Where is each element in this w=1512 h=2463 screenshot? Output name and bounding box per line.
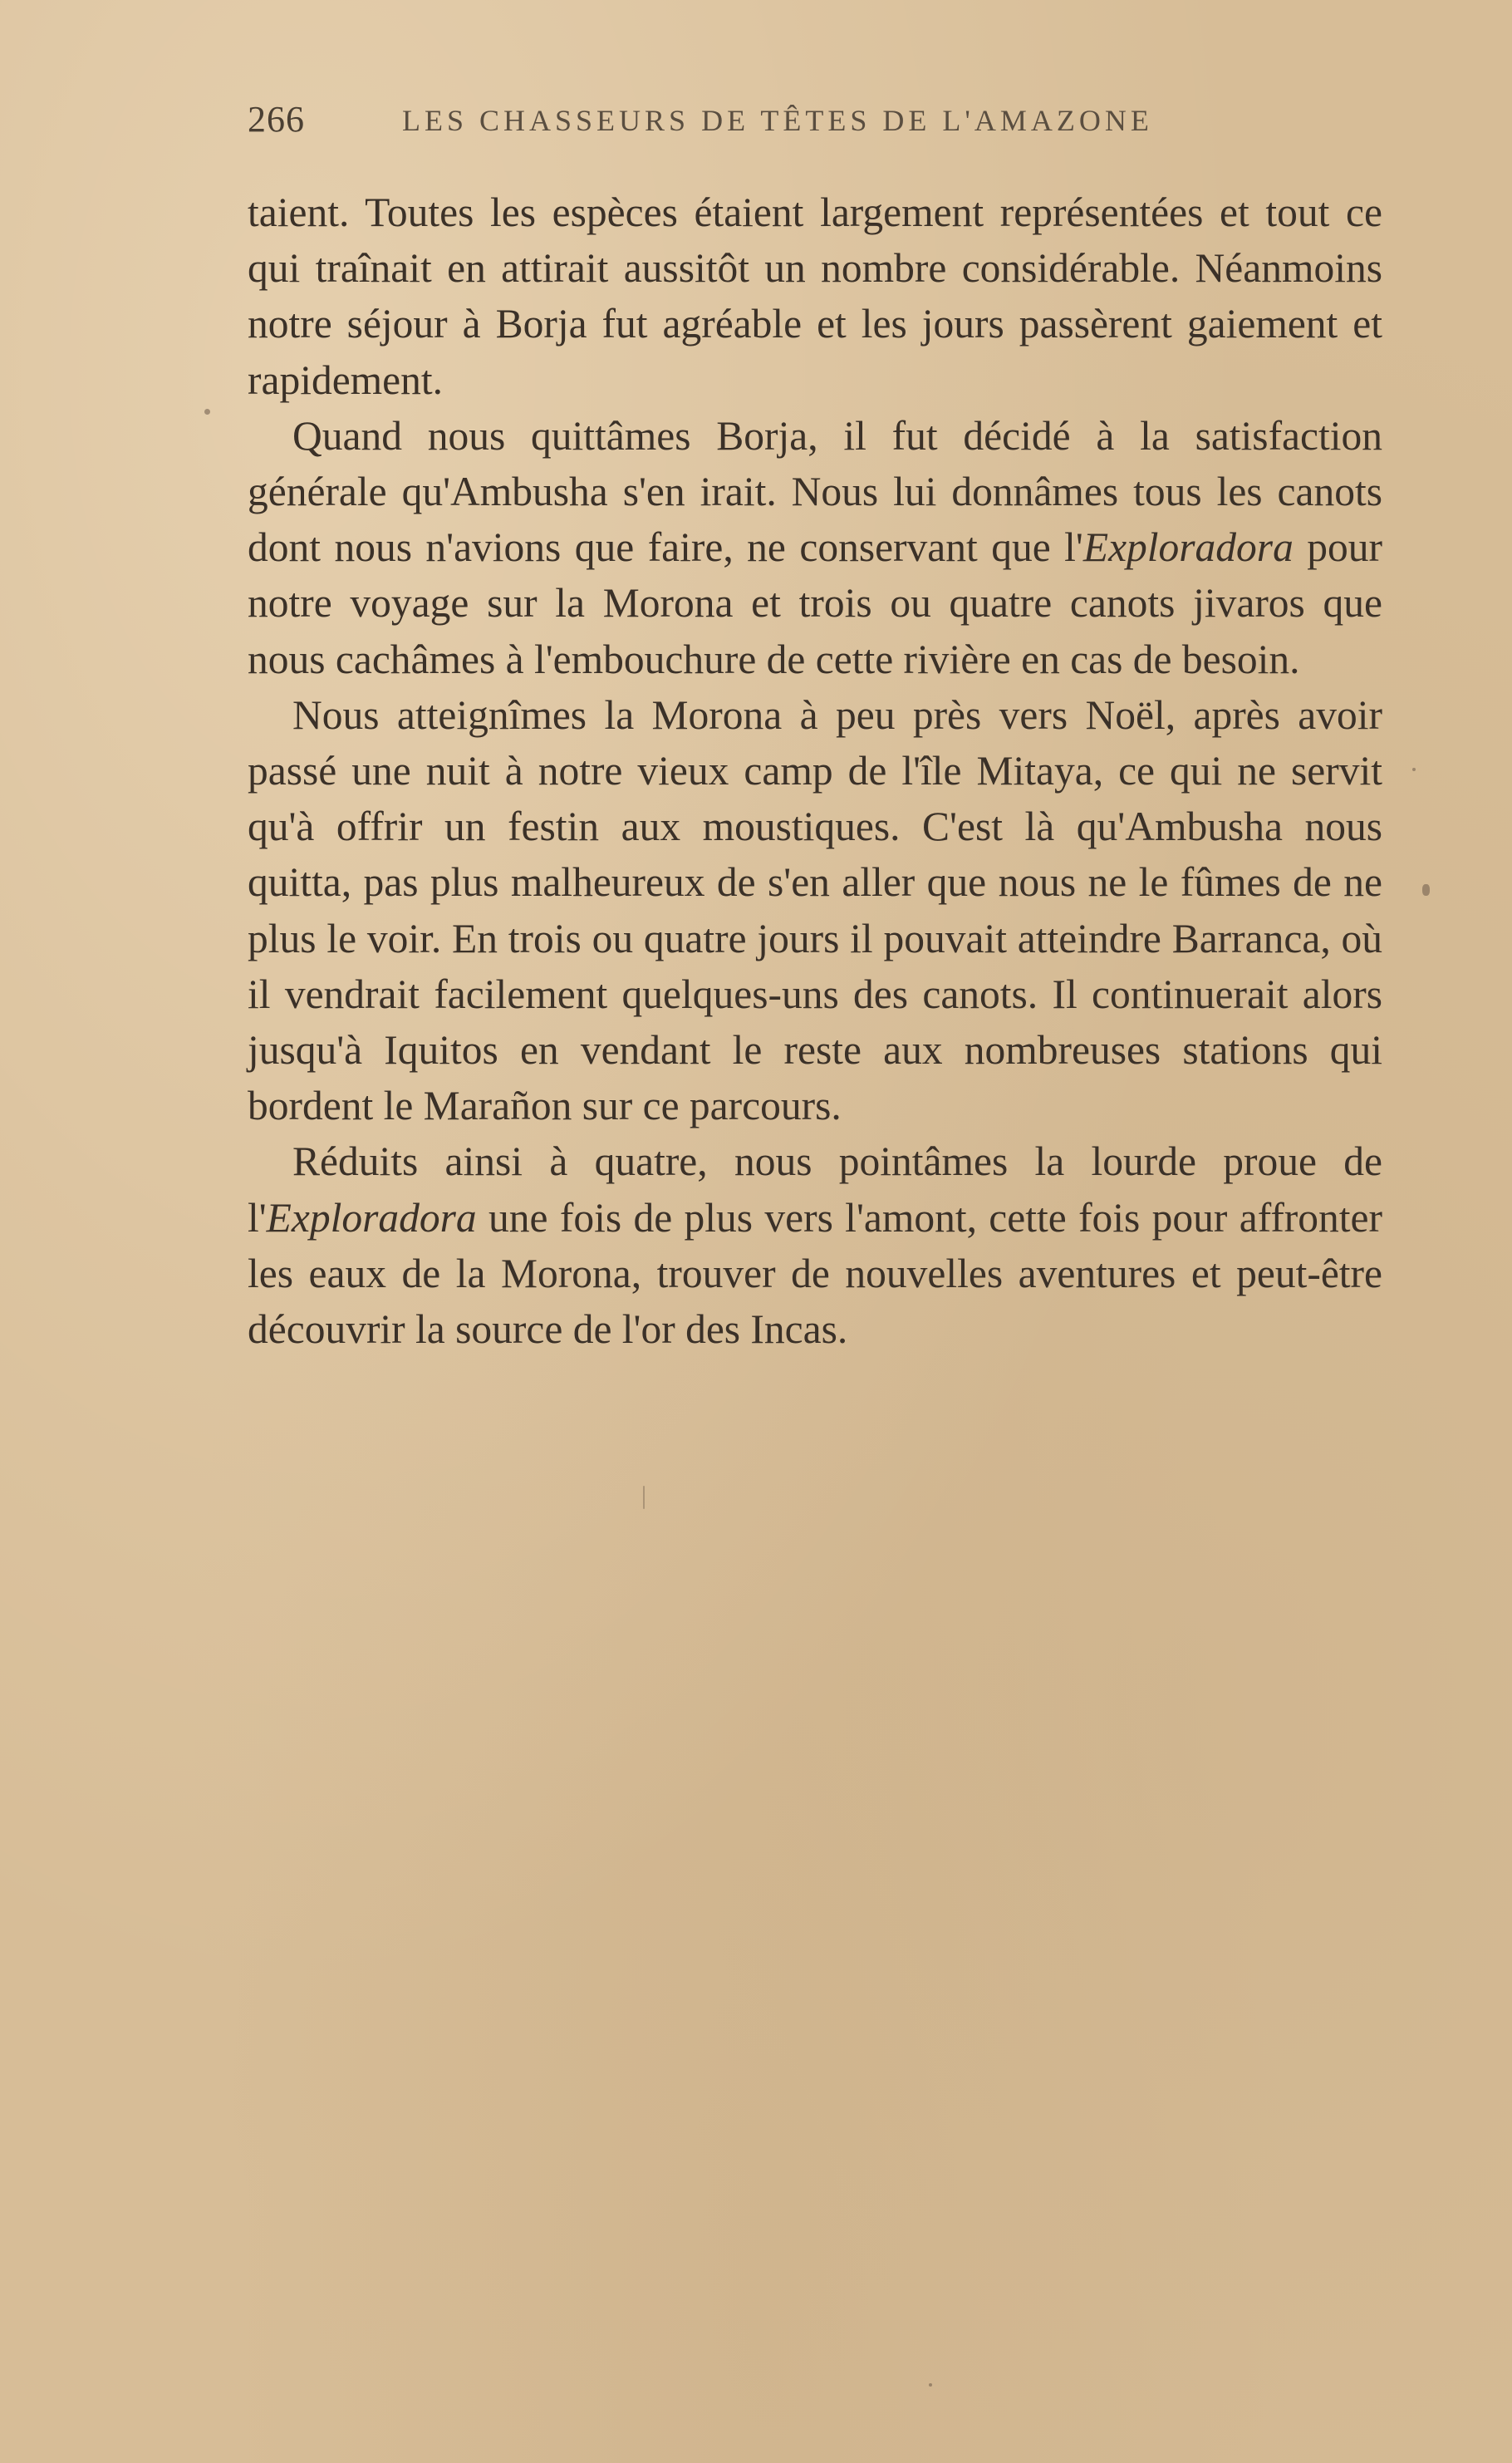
paragraph-2 — [248, 408, 1382, 687]
running-title: LES CHASSEURS DE TÊTES DE L'AMAZONE — [402, 104, 1153, 137]
paper-speck — [1422, 884, 1430, 896]
paragraph-3: Nous atteignîmes la Morona à peu près vers Noël, après avoir passé une nuit à notre vieux camp de l'île Mitaya, ce qui ne servit qu'à offrir un festin aux moustiques. C'est là qu'Ambusha nous quitta, pas plus malheureux de s'en aller que nous ne le fûmes de ne plus le voir. En trois ou quatre jours il pouvait atteindre Barranca, où il vendrait facilement quelques-uns des canots. Il continuerait alors jusqu'à Iquitos en vendant le reste aux nombreuses stations qui bordent le Marañon sur ce parcours. — [248, 691, 1382, 1129]
paragraph-2-part-1: Quand nous quittâmes Borja, il fut décidé à la satisfaction générale qu'Ambusha s'en irait. Nous lui donnâmes tous les canots dont nous n'avions que faire, ne conservant que l' — [248, 412, 1382, 571]
paragraph-2-part-2: pour notre voyage sur la Morona et trois ou quatre canots jivaros que nous cachâmes à l'embouchure de cette rivière en cas de besoin. — [248, 524, 1383, 682]
paragraph-4-part-1: Réduits ainsi à quatre, nous pointâmes la lourde proue de l' — [248, 1138, 1382, 1241]
paragraph-4-part-2: une fois de plus vers l'amont, cette fois pour affronter les eaux de la Morona, trouver de nouvelles aventures et peut-être découvrir la source de l'or des Incas. — [248, 1194, 1382, 1353]
paper-speck — [929, 2383, 932, 2387]
boat-name-exploradora-2: Exploradora — [266, 1194, 477, 1241]
paragraph-4 — [248, 1133, 1382, 1357]
running-head — [248, 98, 1382, 156]
body-text — [248, 184, 1382, 1357]
paper-speck — [204, 409, 210, 415]
paragraph-1: taient. Toutes les espèces étaient largement représentées et tout ce qui traînait en attirait aussitôt un nombre considérable. Néanmoins notre séjour à Borja fut agréable et les jours passèrent gaiement et rapidement. — [248, 189, 1382, 403]
paper-speck — [1412, 768, 1416, 771]
paper-speck — [643, 1486, 645, 1509]
boat-name-exploradora: Exploradora — [1082, 524, 1294, 571]
page-number: 266 — [248, 99, 305, 140]
